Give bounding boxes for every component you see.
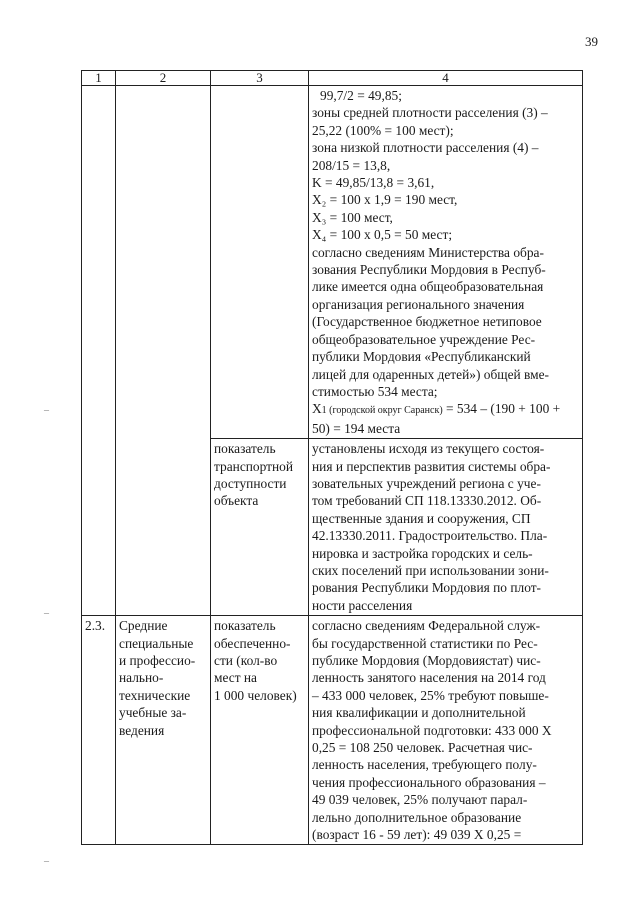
row-number-cell: 2.3. [82,616,116,845]
calculation-line: стимостью 534 места; [312,383,438,399]
transport-indicator-cell: показатель транспортной доступности объекта [211,439,309,616]
table-row [82,616,583,845]
calculation-line: организация регионального значения [312,296,525,312]
calculation-line: зоны средней плотности расселения (3) – [312,105,548,121]
header-col-2: 2 [116,71,211,86]
table-cell [211,86,309,439]
table-row [82,86,583,439]
calculation-line: публики Мордовия «Республиканский [312,349,531,365]
header-col-4: 4 [309,71,583,86]
calculation-line: X₂ = 100 х 1,9 = 190 мест, [312,192,458,208]
margin-mark: – [44,405,49,416]
table-cell [82,86,116,616]
calculation-line: согласно сведениям Министерства обра- [312,244,544,260]
x1-rest: = 534 – (190 + 100 + [442,401,561,417]
calculation-line: 99,7/2 = 49,85; [320,88,402,103]
header-col-1: 1 [82,71,116,86]
calculation-lines [312,87,579,400]
calculation-line: X₃ = 100 мест, [312,209,393,225]
margin-mark: – [44,608,49,619]
table-header-row [82,71,583,86]
calculation-line: лике имеется одна общеобразовательная [312,279,544,295]
table-cell [116,86,211,616]
margin-mark: – [44,856,49,867]
calculation-line: 208/15 = 13,8, [312,157,391,173]
calculation-line: (Государственное бюджетное нетиповое [312,314,542,330]
calculation-line: K = 49,85/13,8 = 3,61, [312,175,435,191]
transport-text-cell: установлены исходя из текущего состоя- ния и перспектив развития системы обра- зовательных учреждений региона с уче- том требований СП 118.13330.2012. Об- щественные здания и сооружения, СП 42.13330.2011. Градостроительство. Пла- нировка и застройка городских и сель- ских поселений при использовании зони- рования Республики Мордовия по плот- ности расселения [309,439,583,616]
institution-name-cell: Средние специальные и профессио- нально- технические учебные за- ведения [116,616,211,845]
x1-symbol: X [312,401,322,417]
calculation-line: X₄ = 100 х 0,5 = 50 мест; [312,227,453,243]
calculation-cell [309,86,583,439]
page-number: 39 [585,34,598,49]
calculation-line: 25,22 (100% = 100 мест); [312,122,454,138]
document-table [81,70,583,845]
x1-formula-line [312,400,579,419]
calculation-line: зования Республики Мордовия в Респуб- [312,262,546,278]
calculation-line: лицей для одаренных детей») общей вме- [312,366,550,382]
header-col-3: 3 [211,71,309,86]
provision-indicator-cell: показатель обеспеченно- сти (кол-во мест на 1 000 человек) [211,616,309,845]
calculation-line: зона низкой плотности расселения (4) – [312,140,539,156]
provision-text-cell: согласно сведениям Федеральной служ- бы государственной статистики по Рес- публике Мордовия (Мордовиястат) чис- ленность занятого населения на 2014 год – 433 000 человек, 25% требуют повыше- ния квалификации и дополнительной профессиональной подготовки: 433 000 Х 0,25 = 108 250 человек. Расчетная чис- ленность населения, требующего полу- чения профессионального образования – 49 039 человек, 25% получают парал- лельно дополнительное образование (возраст 16 - 59 лет): 49 039 Х 0,25 = [309,616,583,845]
x1-result-line: 50) = 194 места [312,420,401,436]
calculation-line: общеобразовательное учреждение Рес- [312,331,536,347]
x1-subscript: 1 (городской округ Саранск) [321,405,443,417]
